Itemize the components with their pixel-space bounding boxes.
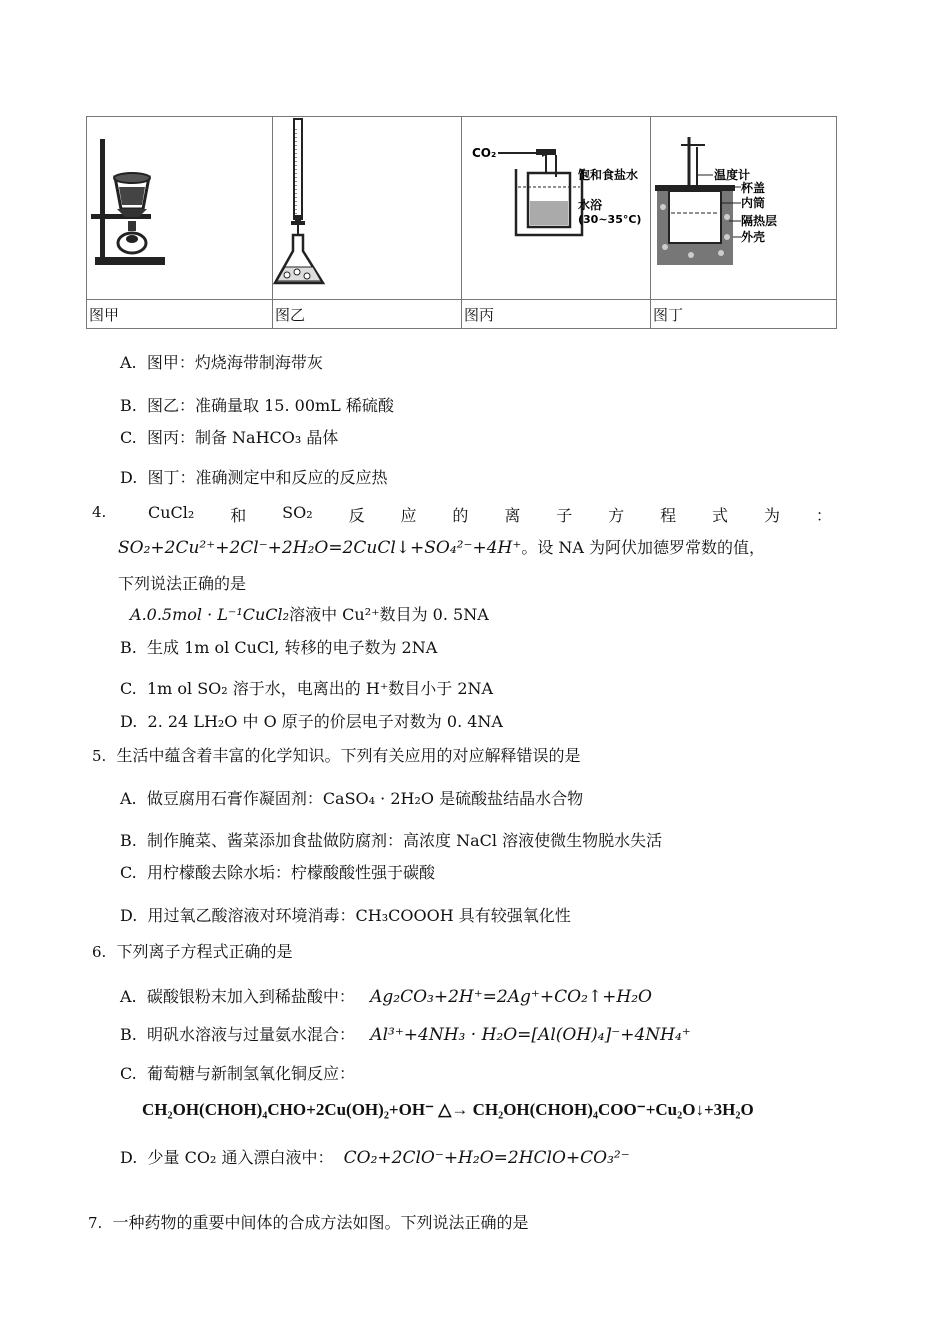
co2-bubbling-apparatus-illustration <box>462 117 650 295</box>
q4-intro-word: 子 <box>556 506 573 525</box>
q6-equation-b: Al³⁺+4NH₃ · H₂O=[Al(OH)₄]⁻+4NH₄⁺ <box>370 1025 691 1045</box>
q4-after-equation: 。设 NA 为阿伏加德罗常数的值， <box>521 538 766 557</box>
q3-option-d: D. 图丁：准确测定中和反应的反应热 <box>120 468 388 487</box>
co2-label: CO₂ <box>472 146 497 160</box>
q4-intro-word: 反 <box>348 506 365 525</box>
q4-intro-line <box>148 503 832 526</box>
q4-number: 4. <box>92 503 107 521</box>
q6-option-d: D. 少量 CO₂ 通入漂白液中： CO₂+2ClO⁻+H₂O=2HClO+CO₃²⁻ <box>120 1148 630 1168</box>
figure-jia-cell <box>87 117 273 300</box>
figure-caption: 图乙 <box>273 300 462 329</box>
q4-intro-word: 应 <box>400 506 417 525</box>
q7-stem: 7. 一种药物的重要中间体的合成方法如图。下列说法正确的是 <box>88 1213 529 1232</box>
q4-option-d: D. 2. 24 LH₂O 中 O 原子的价层电子对数为 0. 4NA <box>120 712 503 731</box>
figure-bing-cell <box>462 117 651 300</box>
figure-table <box>86 116 837 329</box>
q4-equation-line <box>118 535 765 558</box>
q4-intro-word: SO₂ <box>282 503 313 522</box>
figure-ding-cell <box>651 117 837 300</box>
inner-vessel-label: 内筒 <box>741 196 766 210</box>
q4-equation: SO₂+2Cu²⁺+2Cl⁻+2H₂O=2CuCl↓+SO₄²⁻+4H⁺ <box>118 538 522 558</box>
q6-equation-d: CO₂+2ClO⁻+H₂O=2HClO+CO₃²⁻ <box>343 1148 630 1168</box>
q4-intro-word: 程 <box>660 506 677 525</box>
q6-stem: 6. 下列离子方程式正确的是 <box>92 942 293 961</box>
q6-option-a: A. 碳酸银粉末加入到稀盐酸中： Ag₂CO₃+2H⁺=2Ag⁺+CO₂↑+H₂O <box>120 987 652 1007</box>
burette-and-flask-illustration <box>273 117 461 295</box>
q5-option-a: A. 做豆腐用石膏作凝固剂：CaSO₄ · 2H₂O 是硫酸盐结晶水合物 <box>120 789 584 808</box>
q5-option-b: B. 制作腌菜、酱菜添加食盐做防腐剂：高浓度 NaCl 溶液使微生物脱水失活 <box>120 831 663 850</box>
water-bath-temp-label: (30~35°C) <box>578 213 642 226</box>
q5-option-d: D. 用过氧乙酸溶液对环境消毒：CH₃COOOH 具有较强氧化性 <box>120 906 571 925</box>
q4-intro-word: 的 <box>452 506 469 525</box>
figure-caption: 图丙 <box>462 300 651 329</box>
brine-label: 饱和食盐水 <box>578 168 639 182</box>
q6-option-c: C. 葡萄糖与新制氢氧化铜反应： <box>120 1064 355 1083</box>
q5-stem: 5. 生活中蕴含着丰富的化学知识。下列有关应用的对应解释错误的是 <box>92 746 581 765</box>
q6-option-b: B. 明矾水溶液与过量氨水混合： Al³⁺+4NH₃ · H₂O=[Al(OH)₄]⁻+4NH₄⁺ <box>120 1025 691 1045</box>
q4-intro-word: 式 <box>712 506 729 525</box>
q6-equation-c: CH₂OH(CHOH)₄CHO+2Cu(OH)₂+OH⁻ △→ CH₂OH(CHOH)₄COO⁻+Cu₂O↓+3H₂O <box>142 1100 754 1119</box>
q4-option-b: B. 生成 1m ol CuCl, 转移的电子数为 2NA <box>120 638 438 657</box>
water-bath-label: 水浴 <box>578 198 603 212</box>
q4-stem-line3: 下列说法正确的是 <box>118 574 247 593</box>
q4-intro-word: 为 <box>763 506 780 525</box>
shell-label: 外壳 <box>741 230 766 244</box>
q4-intro-word: 和 <box>230 506 247 525</box>
insulation-label: 隔热层 <box>741 214 778 228</box>
q4-option-c: C. 1m ol SO₂ 溶于水，电离出的 H⁺数目小于 2NA <box>120 679 494 698</box>
q4-intro-word: CuCl₂ <box>148 503 195 522</box>
thermometer-label: 温度计 <box>714 168 751 182</box>
q3-option-b: B. 图乙：准确量取 15. 00mL 稀硫酸 <box>120 396 394 415</box>
q3-option-c: C. 图丙：制备 NaHCO₃ 晶体 <box>120 428 339 447</box>
calorimeter-illustration <box>651 117 836 295</box>
q4-intro-word: 离 <box>504 506 521 525</box>
q4-option-a: A.0.5mol · L⁻¹CuCl₂溶液中 Cu²⁺数目为 0. 5NA <box>130 605 489 624</box>
crucible-on-ring-stand-illustration <box>87 117 272 295</box>
q5-option-c: C. 用柠檬酸去除水垢：柠檬酸酸性强于碳酸 <box>120 863 435 882</box>
lid-label: 杯盖 <box>741 181 766 195</box>
figure-caption: 图甲 <box>87 300 273 329</box>
q6-equation-a: Ag₂CO₃+2H⁺=2Ag⁺+CO₂↑+H₂O <box>370 987 652 1007</box>
q3-option-a: A. 图甲：灼烧海带制海带灰 <box>120 353 323 372</box>
figure-yi-cell <box>273 117 462 300</box>
figure-caption: 图丁 <box>651 300 837 329</box>
q4-intro-word: ： <box>815 506 832 525</box>
q4-intro-word: 方 <box>608 506 625 525</box>
